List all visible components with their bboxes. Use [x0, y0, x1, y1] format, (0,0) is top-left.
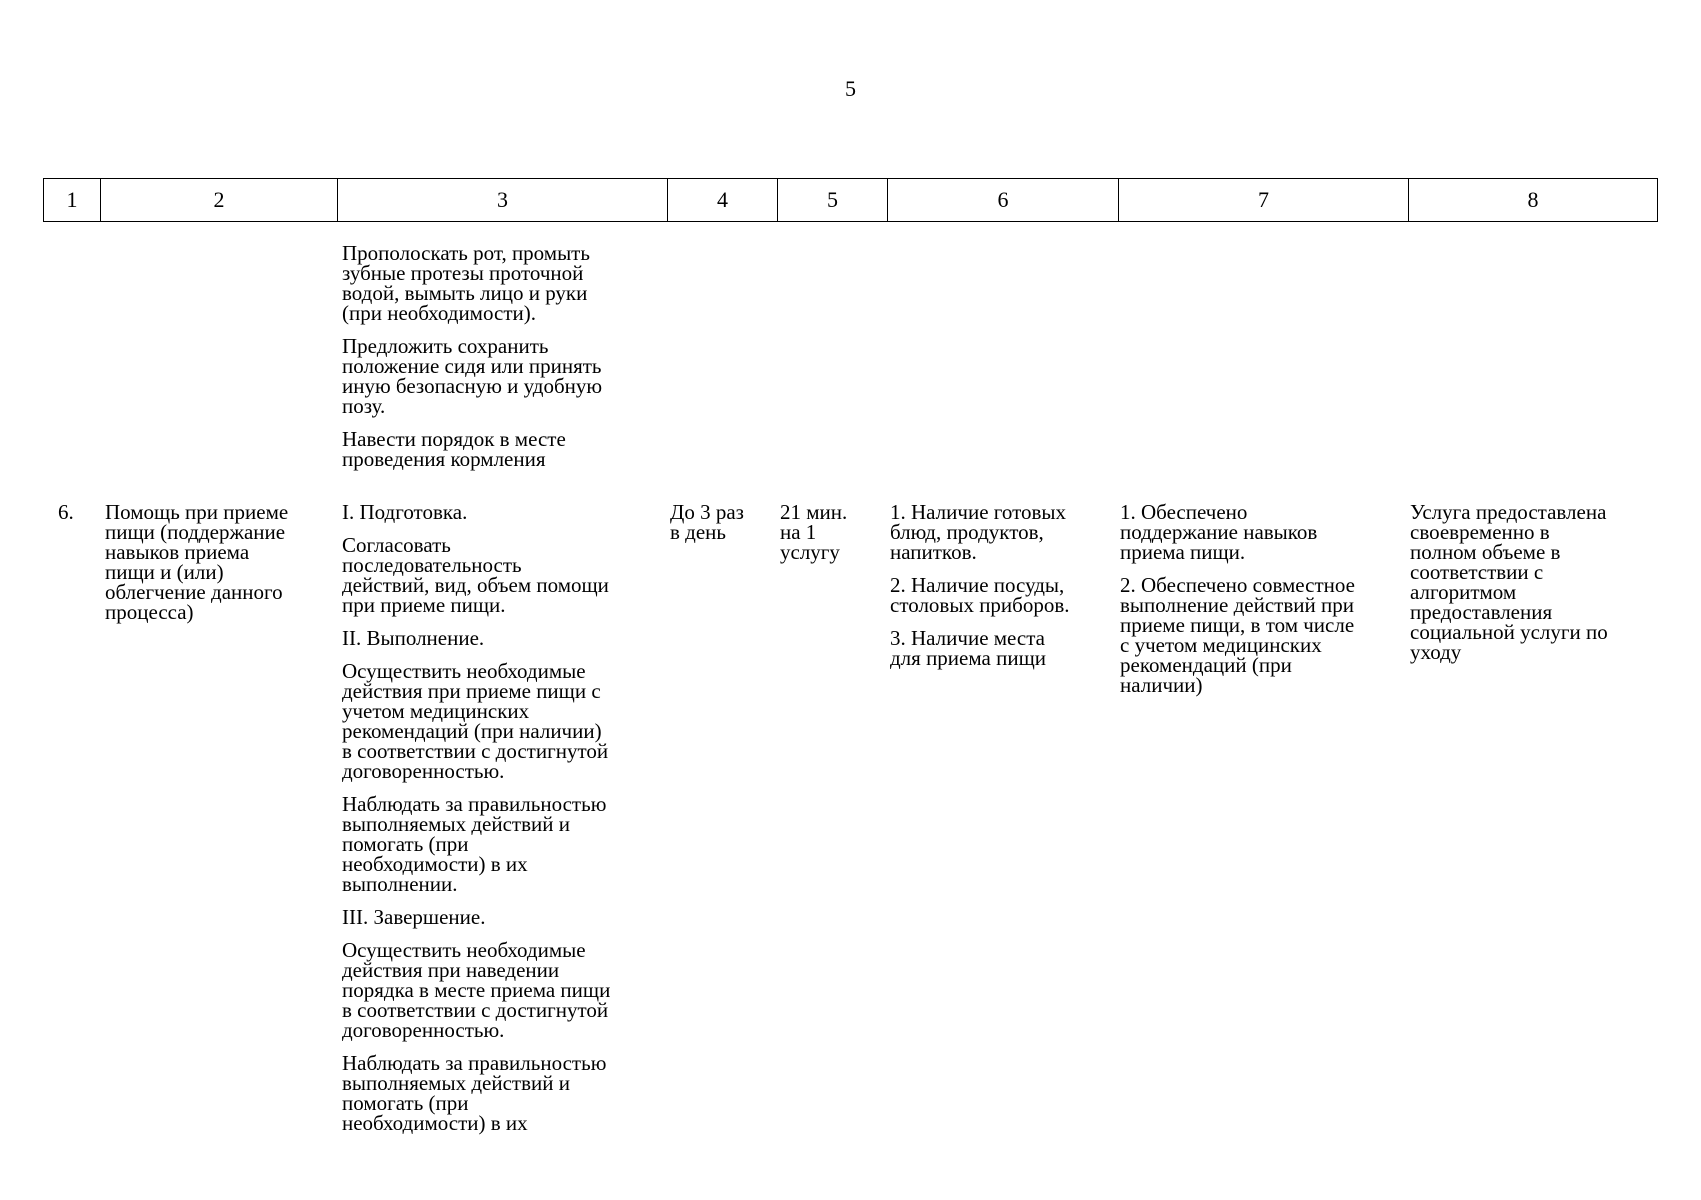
procedure-step: II. Выполнение.: [342, 626, 485, 650]
condition-item: 2. Наличие посуды, столовых приборов.: [890, 573, 1070, 617]
duration-text: 21 мин. на 1 услугу: [780, 500, 848, 564]
service-conditions: [890, 502, 1115, 681]
header-col-7: 7: [1119, 179, 1409, 221]
header-col-6: 6: [888, 179, 1119, 221]
quality-text: Услуга предоставлена своевременно в полном объеме в соответствии с алгоритмом предоставления социальной услуги по уходу: [1410, 500, 1608, 664]
service-procedure: [342, 502, 662, 1146]
service-results: [1120, 502, 1405, 708]
continuation-col-3: [342, 243, 662, 482]
service-frequency: [670, 502, 775, 555]
table-header-row: [43, 178, 1658, 222]
result-item: 2. Обеспечено совместное выполнение действий при приеме пищи, в том числе с учетом медицинских рекомендаций (при наличии): [1120, 573, 1355, 697]
page-number: 5: [845, 76, 856, 101]
procedure-step: Осуществить необходимые действия при приеме пищи с учетом медицинских рекомендаций (при наличии) в соответствии с достигнутой договоренностью.: [342, 659, 609, 783]
procedure-step: I. Подготовка.: [342, 500, 468, 524]
header-col-3: 3: [338, 179, 668, 221]
header-col-4: 4: [668, 179, 778, 221]
header-col-2: 2: [101, 179, 338, 221]
procedure-step: Наблюдать за правильностью выполняемых действий и помогать (при необходимости) в их выполнении.: [342, 792, 607, 896]
row-number-text: 6.: [58, 500, 74, 524]
paragraph: Навести порядок в месте проведения кормления: [342, 427, 566, 471]
procedure-step: Осуществить необходимые действия при наведении порядка в месте приема пищи в соответствии с достигнутой договоренностью.: [342, 938, 611, 1042]
header-col-5: 5: [778, 179, 888, 221]
procedure-step: III. Завершение.: [342, 905, 486, 929]
service-duration: [780, 502, 885, 575]
result-item: 1. Обеспечено поддержание навыков приема пищи.: [1120, 500, 1318, 564]
condition-item: 3. Наличие места для приема пищи: [890, 626, 1046, 670]
service-quality: [1410, 502, 1660, 675]
service-name-text: Помощь при приеме пищи (поддержание навыков приема пищи и (или) облегчение данного процесса): [105, 500, 289, 624]
header-col-1: 1: [44, 179, 101, 221]
service-name: [105, 502, 330, 635]
row-number: [58, 502, 98, 535]
condition-item: 1. Наличие готовых блюд, продуктов, напитков.: [890, 500, 1066, 564]
procedure-step: Наблюдать за правильностью выполняемых действий и помогать (при необходимости) в их: [342, 1051, 607, 1135]
frequency-text: До 3 раз в день: [670, 500, 744, 544]
paragraph: Прополоскать рот, промыть зубные протезы проточной водой, вымыть лицо и руки (при необходимости).: [342, 241, 590, 325]
paragraph: Предложить сохранить положение сидя или принять иную безопасную и удобную позу.: [342, 334, 603, 418]
header-col-8: 8: [1527, 187, 1539, 212]
procedure-step: Согласовать последовательность действий, вид, объем помощи при приеме пищи.: [342, 533, 609, 617]
